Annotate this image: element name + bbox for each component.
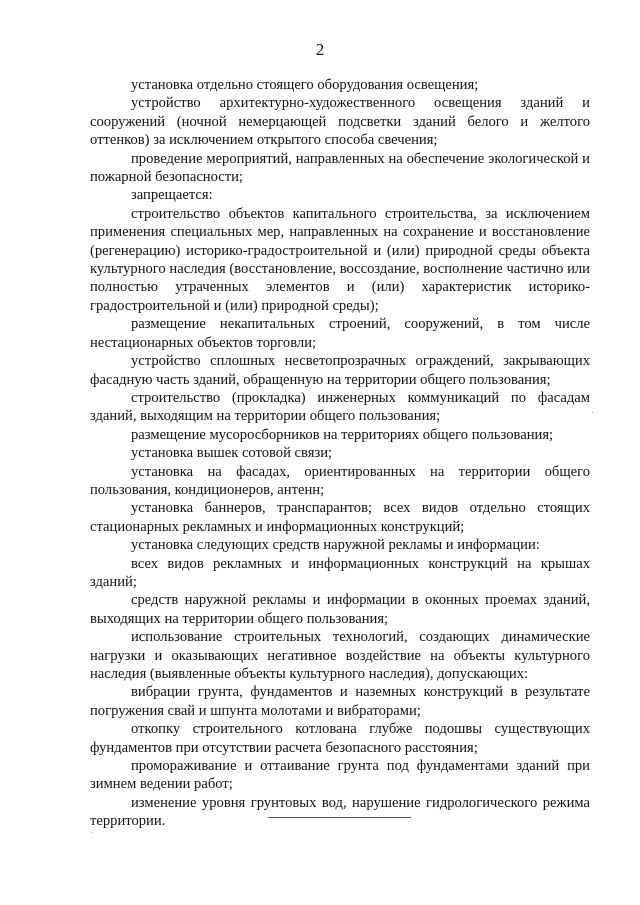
paragraph: всех видов рекламных и информационных конструкций на крышах зданий; — [90, 555, 590, 590]
paragraph: строительство (прокладка) инженерных коммуникаций по фасадам зданий, выходящим на территории общего пользования; — [90, 389, 590, 425]
paragraph: размещение мусоросборников на территориях общего пользования; — [131, 426, 554, 443]
end-of-text-rule — [268, 817, 411, 818]
paragraph: строительство объектов капитального строительства, за исключением применения специальных мер, направленных на сохранение и восстановление (регенерацию) историко-градостроительной и (или) природной среды объекта культурного наследия (восстановление, воссоздание, восполнение частично или полностью утраченных элементов и (или) характеристик историко-градостроительной и (или) природной среды); — [90, 205, 590, 314]
paragraph: вибрации грунта, фундаментов и наземных конструкций в результате погружения свай и шпунта молотами и вибраторами; — [90, 684, 590, 719]
paragraph: проведение мероприятий, направленных на обеспечение экологической и пожарной безопасности; — [90, 150, 590, 186]
paragraph: установка отдельно стоящего оборудования освещения; — [131, 77, 479, 93]
page-number: 2 — [315, 40, 325, 59]
scan-speck — [592, 412, 593, 413]
paragraph: установка на фасадах, ориентированных на территории общего пользования, кондиционеров, антенн; — [90, 463, 590, 498]
scan-speck — [91, 832, 92, 833]
paragraph: размещение некапитальных строений, сооружений, в том числе нестационарных объектов торговли; — [90, 316, 590, 351]
paragraph: откопку строительного котлована глубже подошвы существующих фундаментов при отсутствии расчета безопасного расстояния; — [90, 721, 590, 756]
paragraph: использование строительных технологий, создающих динамические нагрузки и оказывающих негативное воздействие на объекты культурного наследия (выявленные объекты культурного наследия), допускающих: — [90, 629, 590, 682]
paragraph: устройство архитектурно-художественного освещения зданий и сооружений (ночной немерцающей подсветки зданий белого и желтого оттенков) за исключением открытого способа свечения; — [90, 95, 590, 149]
paragraph: установка вышек сотовой связи; — [131, 445, 333, 462]
paragraph: изменение уровня грунтовых вод, нарушение гидрологического режима территории. — [90, 794, 590, 830]
paragraph: промораживание и оттаивание грунта под фундаментами зданий при зимнем ведении работ; — [90, 758, 590, 793]
paragraph: установка следующих средств наружной рекламы и информации: — [131, 537, 540, 554]
paragraph: установка баннеров, транспарантов; всех видов отдельно стоящих стационарных рекламных и информационных конструкций; — [90, 500, 590, 535]
paragraph: устройство сплошных несветопрозрачных ограждений, закрывающих фасадную часть зданий, обращенную на территории общего пользования; — [90, 353, 590, 388]
paragraph: запрещается: — [131, 187, 213, 204]
paragraph: средств наружной рекламы и информации в оконных проемах зданий, выходящих на территории общего пользования; — [90, 592, 590, 627]
document-body — [90, 76, 590, 831]
